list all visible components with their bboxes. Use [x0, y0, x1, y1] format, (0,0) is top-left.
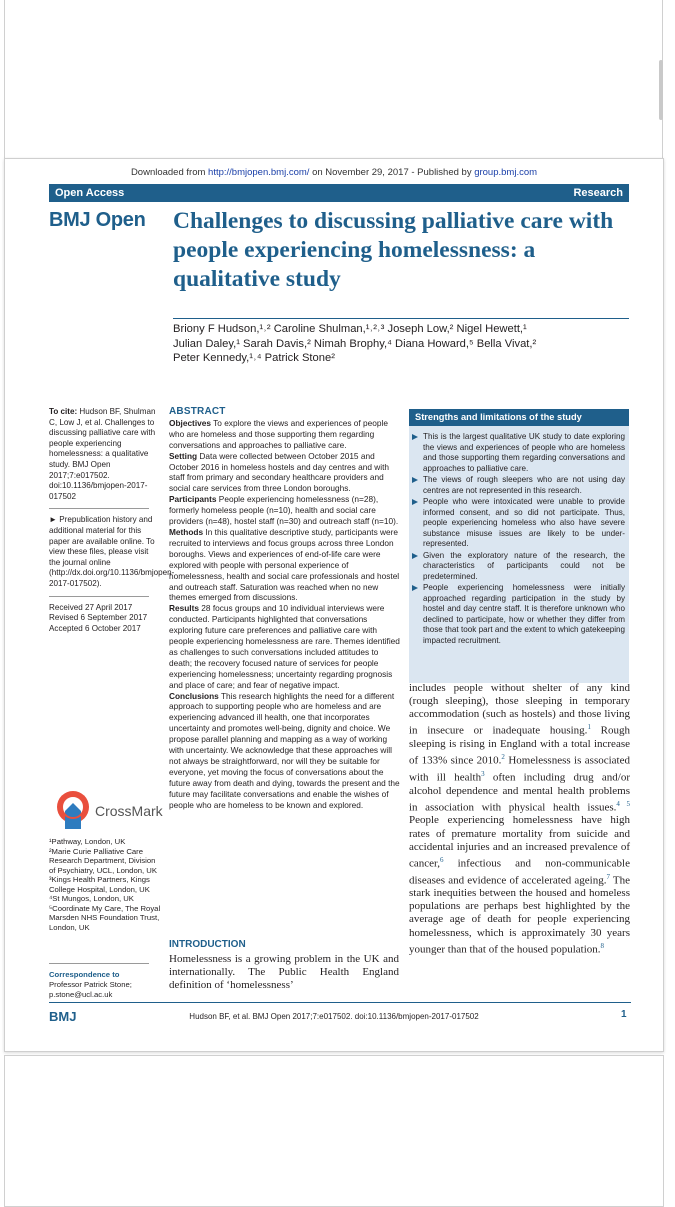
correspondence-email[interactable]: p.stone@ucl.ac.uk — [49, 989, 113, 999]
previous-page-edge — [4, 0, 663, 159]
abstract-conclusions — [169, 691, 403, 811]
reference-link[interactable]: 6 — [440, 855, 444, 864]
triangle-bullet-icon — [412, 553, 418, 559]
box-list — [409, 432, 625, 646]
scrollbar[interactable] — [659, 60, 663, 120]
research-label: Research — [573, 187, 623, 199]
divider — [49, 963, 149, 964]
cite-block — [49, 407, 159, 502]
download-prefix: Downloaded from — [130, 167, 209, 178]
abstract-objectives — [169, 418, 403, 451]
box-heading: Strengths and limitations of the study — [409, 409, 629, 426]
affiliation: ²Marie Curie Palliative Care Research Department, Division of Psychiatry, UCL, London, UK — [49, 846, 157, 875]
body-text: includes people without shelter of any kind (rough sleeping), those sleeping in temporary accommodation (such as hostels) and those living in insecure or inadequate housing. — [409, 682, 630, 737]
reference-link[interactable]: 2 — [501, 753, 505, 762]
abstract-results — [169, 603, 403, 690]
conclusions-label: Conclusions — [169, 690, 219, 701]
download-notice — [5, 167, 663, 178]
divider — [49, 596, 149, 597]
page-number: 1 — [621, 1009, 627, 1020]
abstract-participants — [169, 494, 403, 527]
journal-link[interactable]: http://bmjopen.bmj.com/ — [208, 167, 310, 178]
reference-link[interactable]: 7 — [606, 872, 610, 881]
triangle-bullet-icon — [412, 585, 418, 591]
affiliation: ⁴St Mungos, London, UK — [49, 894, 134, 903]
box-item-text: People experiencing homelessness were initially approached regarding participation in the study by hostel and day centre staff. It is therefore unknown who declined to participate, how or whether they differ from those that took part and the extent to which gatekeeping impacted recruitment. — [423, 583, 625, 645]
affiliation: ¹Pathway, London, UK — [49, 837, 126, 846]
triangle-bullet-icon — [412, 499, 418, 505]
reference-link[interactable]: 1 — [587, 723, 591, 732]
setting-text: Data were collected between October 2015 and October 2016 in homeless hostels and day centres and with staff from primary and secondary healthcare providers and social care services from three London boroughs. — [169, 450, 389, 494]
box-item — [409, 551, 625, 583]
correspondence-name: Professor Patrick Stone; — [49, 979, 132, 989]
results-label: Results — [169, 603, 199, 614]
journal-name: BMJ Open — [49, 209, 146, 231]
footer-divider — [49, 1002, 631, 1003]
open-access-label: Open Access — [55, 187, 125, 199]
objectives-label: Objectives — [169, 417, 211, 428]
affiliation: ⁵Coordinate My Care, The Royal Marsden NHS Foundation Trust, London, UK — [49, 903, 161, 932]
objectives-text: To explore the views and experiences of people who are homeless and those supporting them regarding conversations and approaches to palliative care. — [169, 417, 388, 450]
body-text: infectious and non-communicable diseases and evidence of accelerated ageing. — [409, 857, 630, 887]
participants-label: Participants — [169, 494, 217, 505]
download-middle: on November 29, 2017 - Published by — [309, 167, 475, 178]
introduction-heading: INTRODUCTION — [169, 939, 246, 950]
body-text: often including drug and/or alcohol dependence and mental health problems in association with physical health issues. — [409, 771, 630, 814]
methods-text: In this qualitative descriptive study, participants were recruited to interviews and focus groups across three London boroughs. Views and experiences of end-of-life care were explored with people with personal experience of homelessness, health and social care professionals and hostel and outreach staff. Saturation was reached when no new themes emerged from discussions. — [169, 526, 400, 603]
strengths-limitations-box — [409, 409, 629, 683]
box-item — [409, 497, 625, 550]
reference-link[interactable]: 8 — [600, 941, 605, 950]
results-text: 28 focus groups and 10 individual interviews were conducted. Participants highlighted that conversations exploring future care preferences and palliative care with people experiencing homelessness are rare. Themes identified as challenges to such conversations included attitudes to death; the recovery focused nature of services for people experiencing homelessness; uncertainty regarding prognosis and place of care; and fear of negative impact. — [169, 603, 400, 690]
affiliations — [49, 837, 161, 932]
box-item — [409, 432, 625, 474]
triangle-bullet-icon — [412, 434, 418, 440]
group-link[interactable]: group.bmj.com — [474, 167, 538, 178]
box-item-text: People who were intoxicated were unable to provide informed consent, and so did not participate. Thus, people experiencing homeless who also have severe substance misuse issues are likely to be under-represented. — [423, 497, 625, 548]
crossmark-label: CrossMark — [95, 803, 163, 819]
correspondence-heading: Correspondence to — [49, 970, 120, 979]
correspondence — [49, 957, 161, 999]
footer-citation: Hudson BF, et al. BMJ Open 2017;7:e017502. doi:10.1136/bmjopen-2017-017502 — [189, 1012, 479, 1021]
cite-text: Hudson BF, Shulman C, Low J, et al. Challenges to discussing palliative care with people experiencing homelessness: a qualitative study. BMJ Open 2017;7:e017502. doi:10.1136/bmjopen-2017-017502 — [49, 407, 156, 501]
body-text: The stark inequities between the housed and homeless populations are perhaps best highlighted by the average age of death for people experiencing homelessness, which is approximately 30 years younger than that of the housed population. — [409, 874, 631, 956]
box-item-text: The views of rough sleepers who are not using day centres are not represented in this research. — [423, 475, 625, 495]
article-title: Challenges to discussing palliative care with people experiencing homelessness: a qualitative study — [173, 208, 614, 292]
conclusions-text: This research highlights the need for a different approach to supporting people who are homeless and are experiencing advanced ill health, one that incorporates uncertainty and promotes well-being, dignity and choice. We propose parallel planning and mapping as a way of working with uncertainty. We acknowledge that these approaches will not always be straightforward, nor will they be suitable for everyone, yet moving the focus of conversations about the future away from death and dying, towards the present and the future may facilitate conversations and enable the wishes of people who are homeless to be known and explored. — [169, 690, 400, 810]
body-text: Homelessness is associated with ill health — [409, 754, 630, 784]
abstract-heading: ABSTRACT — [169, 406, 226, 417]
author-line: Briony F Hudson,¹˒² Caroline Shulman,¹˒²˒³ Joseph Low,² Nigel Hewett,¹ — [173, 323, 527, 335]
received-date: Received 27 April 2017 — [49, 602, 133, 612]
body-text-right — [409, 682, 630, 956]
methods-label: Methods — [169, 526, 204, 537]
abstract — [169, 407, 403, 811]
abstract-setting — [169, 451, 403, 495]
box-item-text: This is the largest qualitative UK study to date exploring the views and experiences of people who are homeless and those supporting them regarding conversations and approaches to palliative care. — [423, 432, 625, 473]
next-page — [4, 1055, 664, 1207]
triangle-bullet-icon — [412, 477, 418, 483]
divider — [49, 508, 149, 509]
title-divider — [173, 318, 629, 319]
revised-date: Revised 6 September 2017 — [49, 613, 148, 623]
author-line: Peter Kennedy,¹˒⁴ Patrick Stone² — [173, 352, 335, 364]
abstract-methods — [169, 527, 403, 603]
accepted-date: Accepted 6 October 2017 — [49, 623, 141, 633]
bmj-logo: BMJ — [49, 1009, 77, 1024]
box-item-text: Given the exploratory nature of the research, the characteristics of participants could not be predetermined. — [423, 550, 625, 581]
introduction-text: Homelessness is a growing problem in the UK and internationally. The Public Health England definition of ‘homelessness’ — [169, 953, 399, 992]
box-item — [409, 583, 625, 646]
reference-link[interactable]: 4 5 — [616, 799, 630, 808]
setting-label: Setting — [169, 450, 198, 461]
body-text: People experiencing homelessness have high rates of premature mortality from suicide and accidental injuries and an increased prevalence of cancer, — [409, 814, 630, 870]
section-bar — [49, 184, 629, 202]
cite-label: To cite: — [49, 407, 78, 416]
citation-sidebar — [49, 407, 175, 634]
participants-text: People experiencing homelessness (n=28), formerly homeless people (n=10), health and social care providers (n=48), hostel staff (n=30) and outreach staff (n=10). — [169, 494, 399, 527]
body-text: Rough sleeping is rising in England with a total increase of 133% since 2010. — [409, 724, 630, 767]
crossmark-badge[interactable] — [55, 789, 163, 833]
author-list — [173, 322, 623, 366]
crossmark-icon — [55, 789, 91, 833]
reference-link[interactable]: 3 — [481, 769, 485, 778]
prepub-notice: ► Prepublication history and additional material for this paper are available online. To view these files, please visit the journal online (http://dx.doi.org/10.1136/bmjopen-2017-017502). — [49, 515, 175, 588]
article-page — [4, 158, 664, 1052]
box-item — [409, 475, 625, 496]
author-line: Julian Daley,¹ Sarah Davis,² Nimah Brophy,⁴ Diana Howard,⁵ Bella Vivat,² — [173, 337, 537, 350]
affiliation: ³Kings Health Partners, Kings College Hospital, London, UK — [49, 875, 150, 894]
